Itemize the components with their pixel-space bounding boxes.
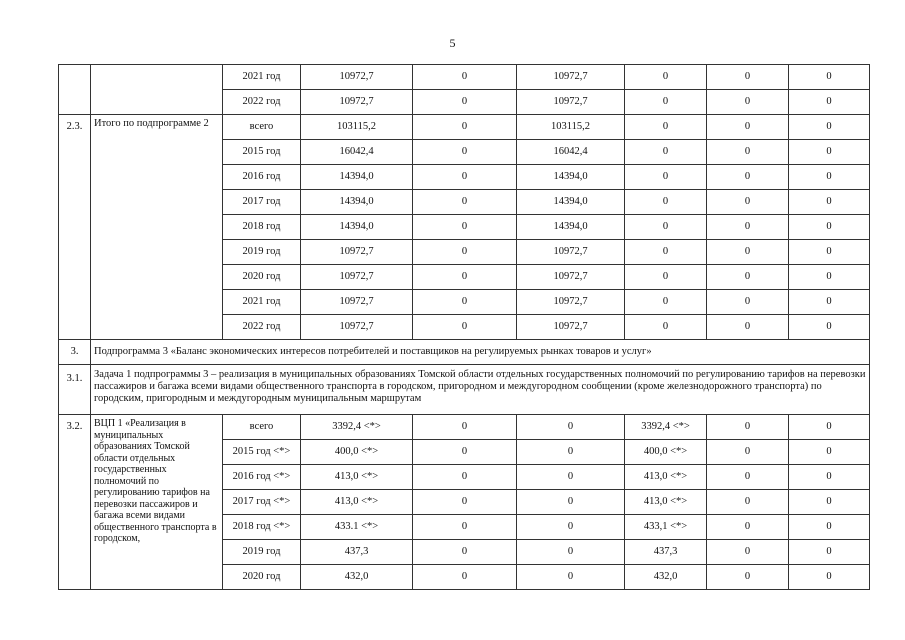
table-row <box>59 65 870 90</box>
value-cell: 10972,7 <box>517 265 625 290</box>
value-cell: 0 <box>413 115 517 140</box>
value-cell: 0 <box>625 140 707 165</box>
value-cell: 0 <box>413 190 517 215</box>
task-row <box>59 365 870 415</box>
value-cell: 10972,7 <box>301 90 413 115</box>
value-cell: 0 <box>413 290 517 315</box>
value-cell: 0 <box>413 140 517 165</box>
index-cell: 3. <box>59 340 91 365</box>
value-cell: 0 <box>707 490 789 515</box>
value-cell: 0 <box>707 190 789 215</box>
value-cell: 413,0 <*> <box>301 465 413 490</box>
value-cell: 10972,7 <box>301 240 413 265</box>
value-cell: 0 <box>789 540 870 565</box>
value-cell: 0 <box>517 465 625 490</box>
task-description: Задача 1 подпрограммы 3 – реализация в муниципальных образованиях Томской области отдельных государственных полномочий по регулированию тарифов на перевозки пассажиров и багажа всеми видами общественного транспорта в городском, пригородном и междугородном сообщении (кроме железнодорожного транспорта) по городским, пригородным и междугородным муниципальным маршрутам <box>91 365 870 415</box>
value-cell: 400,0 <*> <box>301 440 413 465</box>
value-cell: 0 <box>413 540 517 565</box>
value-cell: 0 <box>413 415 517 440</box>
value-cell: 0 <box>413 215 517 240</box>
budget-table <box>58 64 870 590</box>
year-cell: 2020 год <box>223 565 301 590</box>
value-cell: 10972,7 <box>301 265 413 290</box>
year-cell: 2016 год <box>223 165 301 190</box>
year-cell: 2017 год <box>223 190 301 215</box>
value-cell: 0 <box>625 240 707 265</box>
value-cell: 0 <box>789 190 870 215</box>
value-cell: 437,3 <box>625 540 707 565</box>
value-cell: 10972,7 <box>517 315 625 340</box>
value-cell: 0 <box>707 290 789 315</box>
value-cell: 0 <box>625 165 707 190</box>
value-cell: 0 <box>789 265 870 290</box>
value-cell: 0 <box>707 215 789 240</box>
value-cell: 0 <box>707 565 789 590</box>
value-cell: 0 <box>517 415 625 440</box>
value-cell: 0 <box>707 515 789 540</box>
value-cell: 0 <box>707 440 789 465</box>
value-cell: 0 <box>789 490 870 515</box>
value-cell: 0 <box>517 540 625 565</box>
value-cell: 103115,2 <box>301 115 413 140</box>
year-cell: 2018 год <*> <box>223 515 301 540</box>
value-cell: 433,1 <*> <box>625 515 707 540</box>
value-cell: 0 <box>625 190 707 215</box>
year-cell: 2020 год <box>223 265 301 290</box>
table-row <box>59 415 870 440</box>
value-cell: 0 <box>413 515 517 540</box>
value-cell: 0 <box>707 140 789 165</box>
name-cell <box>91 65 223 115</box>
year-cell: 2022 год <box>223 315 301 340</box>
value-cell: 10972,7 <box>301 290 413 315</box>
name-cell: Итого по подпрограмме 2 <box>91 115 223 340</box>
value-cell: 0 <box>789 115 870 140</box>
year-cell: 2022 год <box>223 90 301 115</box>
subprogram-title: Подпрограмма 3 «Баланс экономических интересов потребителей и поставщиков на регулируемых рынках товаров и услуг» <box>91 340 870 365</box>
value-cell: 0 <box>789 90 870 115</box>
value-cell: 0 <box>625 90 707 115</box>
year-cell: 2017 год <*> <box>223 490 301 515</box>
year-cell: 2021 год <box>223 65 301 90</box>
value-cell: 0 <box>789 65 870 90</box>
value-cell: 103115,2 <box>517 115 625 140</box>
value-cell: 0 <box>789 440 870 465</box>
value-cell: 0 <box>707 165 789 190</box>
value-cell: 0 <box>789 515 870 540</box>
page-number: 5 <box>449 36 456 50</box>
value-cell: 0 <box>625 115 707 140</box>
value-cell: 0 <box>707 540 789 565</box>
value-cell: 0 <box>625 290 707 315</box>
value-cell: 3392,4 <*> <box>625 415 707 440</box>
table-body <box>59 65 870 590</box>
name-cell: ВЦП 1 «Реализация в муниципальных образованиях Томской области отдельных государственных полномочий по регулированию тарифов на перевозки пассажиров и багажа всеми видами общественного транспорта в городском, <box>91 415 223 590</box>
value-cell: 0 <box>789 240 870 265</box>
value-cell: 0 <box>707 415 789 440</box>
value-cell: 0 <box>789 140 870 165</box>
value-cell: 14394,0 <box>517 165 625 190</box>
value-cell: 0 <box>707 265 789 290</box>
value-cell: 10972,7 <box>301 315 413 340</box>
value-cell: 0 <box>413 565 517 590</box>
subprogram-row <box>59 340 870 365</box>
index-cell: 3.2. <box>59 415 91 590</box>
value-cell: 14394,0 <box>517 215 625 240</box>
value-cell: 0 <box>789 290 870 315</box>
value-cell: 14394,0 <box>301 165 413 190</box>
value-cell: 0 <box>517 490 625 515</box>
value-cell: 433.1 <*> <box>301 515 413 540</box>
value-cell: 0 <box>625 215 707 240</box>
value-cell: 0 <box>789 315 870 340</box>
year-cell: 2019 год <box>223 240 301 265</box>
value-cell: 0 <box>413 165 517 190</box>
value-cell: 3392,4 <*> <box>301 415 413 440</box>
year-cell: 2021 год <box>223 290 301 315</box>
index-cell: 2.3. <box>59 115 91 340</box>
value-cell: 413,0 <*> <box>625 490 707 515</box>
index-cell: 3.1. <box>59 365 91 415</box>
value-cell: 16042,4 <box>517 140 625 165</box>
value-cell: 0 <box>707 465 789 490</box>
value-cell: 0 <box>707 115 789 140</box>
value-cell: 0 <box>517 565 625 590</box>
value-cell: 0 <box>413 90 517 115</box>
year-cell: 2019 год <box>223 540 301 565</box>
value-cell: 0 <box>707 90 789 115</box>
value-cell: 0 <box>625 315 707 340</box>
year-cell: 2016 год <*> <box>223 465 301 490</box>
year-cell: 2018 год <box>223 215 301 240</box>
year-cell: 2015 год <box>223 140 301 165</box>
value-cell: 0 <box>707 315 789 340</box>
value-cell: 413,0 <*> <box>625 465 707 490</box>
value-cell: 400,0 <*> <box>625 440 707 465</box>
value-cell: 14394,0 <box>301 215 413 240</box>
value-cell: 10972,7 <box>517 65 625 90</box>
value-cell: 0 <box>413 240 517 265</box>
index-cell <box>59 65 91 115</box>
year-cell: всего <box>223 415 301 440</box>
value-cell: 0 <box>413 315 517 340</box>
value-cell: 413,0 <*> <box>301 490 413 515</box>
value-cell: 10972,7 <box>517 240 625 265</box>
value-cell: 0 <box>789 215 870 240</box>
value-cell: 0 <box>413 490 517 515</box>
year-cell: 2015 год <*> <box>223 440 301 465</box>
value-cell: 0 <box>625 265 707 290</box>
value-cell: 10972,7 <box>301 65 413 90</box>
value-cell: 0 <box>789 415 870 440</box>
value-cell: 0 <box>517 440 625 465</box>
value-cell: 0 <box>413 65 517 90</box>
value-cell: 432,0 <box>625 565 707 590</box>
value-cell: 0 <box>625 65 707 90</box>
value-cell: 432,0 <box>301 565 413 590</box>
value-cell: 0 <box>707 65 789 90</box>
value-cell: 0 <box>707 240 789 265</box>
value-cell: 0 <box>789 465 870 490</box>
value-cell: 16042,4 <box>301 140 413 165</box>
value-cell: 0 <box>413 440 517 465</box>
value-cell: 10972,7 <box>517 290 625 315</box>
value-cell: 437,3 <box>301 540 413 565</box>
value-cell: 0 <box>517 515 625 540</box>
value-cell: 0 <box>413 265 517 290</box>
value-cell: 10972,7 <box>517 90 625 115</box>
value-cell: 14394,0 <box>301 190 413 215</box>
year-cell: всего <box>223 115 301 140</box>
value-cell: 14394,0 <box>517 190 625 215</box>
value-cell: 0 <box>789 565 870 590</box>
table-row <box>59 115 870 140</box>
value-cell: 0 <box>413 465 517 490</box>
value-cell: 0 <box>789 165 870 190</box>
